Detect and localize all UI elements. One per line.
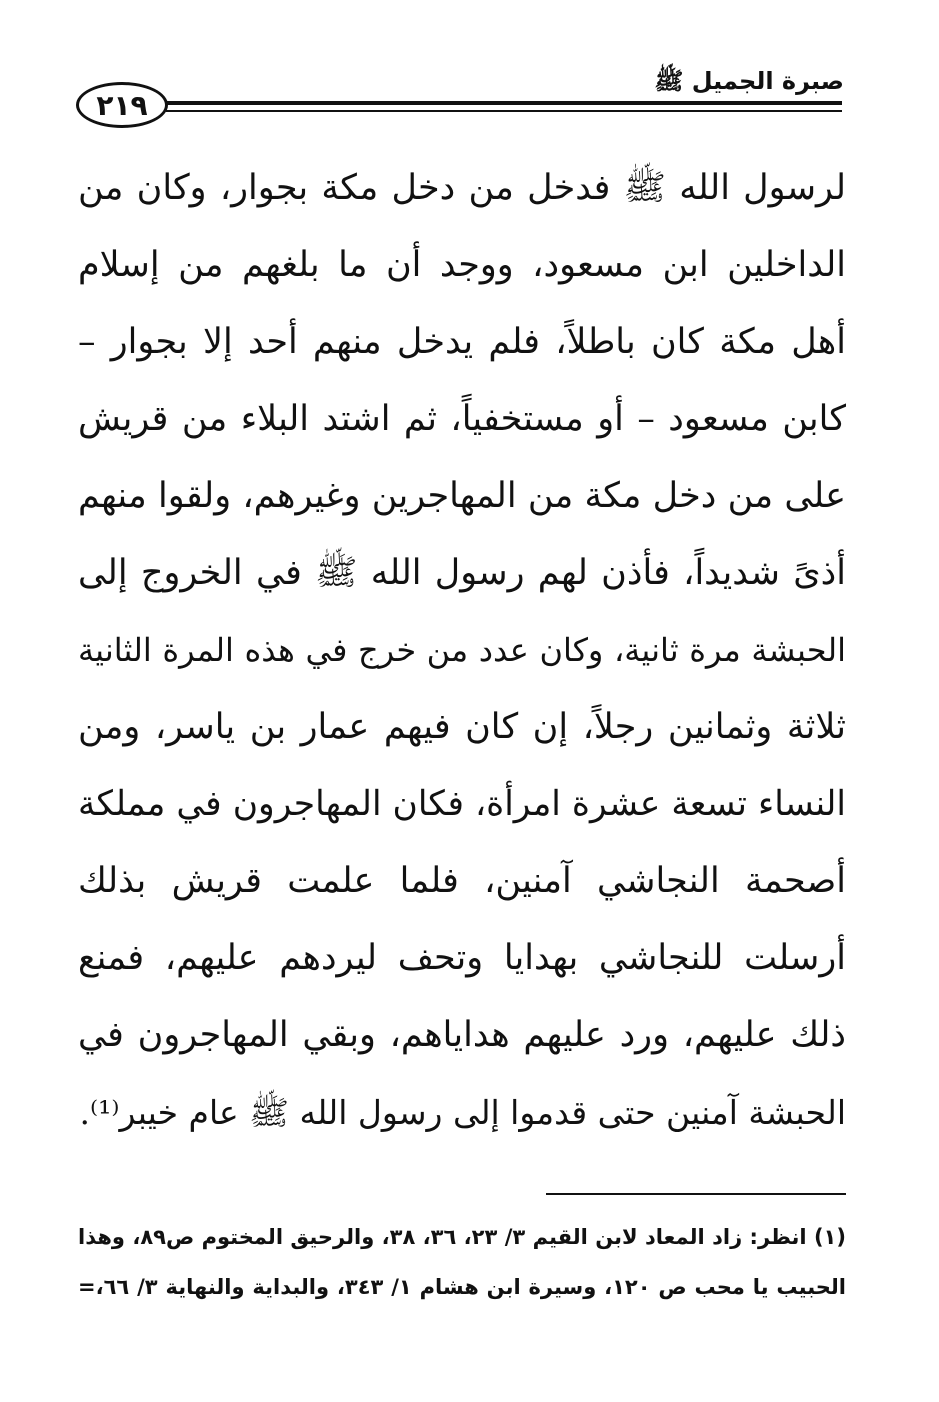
body-line: على من دخل مكة من المهاجرين وغيرهم، ولقوا منهم [78, 476, 846, 516]
footnote-separator [546, 1193, 846, 1195]
body-line: لرسول الله ﷺ فدخل من دخل مكة بجوار، وكان من [78, 168, 846, 208]
body-line: الحبشة آمنين حتى قدموا إلى رسول الله ﷺ عام خيبر⁽¹⁾. [79, 1093, 846, 1132]
page-header [0, 0, 939, 140]
body-line: أرسلت للنجاشي بهدايا وتحف ليردهم عليهم، فمنع [78, 938, 846, 978]
footnote-line: الحبيب يا محب ص ١٢٠، وسيرة ابن هشام ١/ ٣٤٣، والبداية والنهاية ٣/ ٦٦،= [78, 1275, 846, 1299]
body-line: كابن مسعود – أو مستخفياً، ثم اشتد البلاء من قريش [78, 399, 846, 439]
body-line: الداخلين ابن مسعود، ووجد أن ما بلغهم من إسلام [78, 245, 846, 285]
header-rule-thin [166, 110, 842, 112]
body-line: أهل مكة كان باطلاً، فلم يدخل منهم أحد إلا بجوار – [78, 322, 846, 362]
body-text [78, 150, 846, 1151]
body-line: أصحمة النجاشي آمنين، فلما علمت قريش بذلك [78, 861, 846, 901]
running-title: صبرة الجميل ﷺ [654, 67, 844, 95]
page-number: ٢١٩ [76, 82, 168, 128]
body-line: أذىً شديداً، فأذن لهم رسول الله ﷺ في الخروج إلى [78, 553, 846, 593]
body-line: ذلك عليهم، ورد عليهم هداياهم، وبقي المهاجرون في [78, 1015, 846, 1055]
body-line: ثلاثة وثمانين رجلاً، إن كان فيهم عمار بن ياسر، ومن [78, 707, 846, 747]
footnote-line: (١) انظر: زاد المعاد لابن القيم ٣/ ٢٣، ٣٦، ٣٨، والرحيق المختوم ص٨٩، وهذا [78, 1225, 846, 1249]
footnotes [78, 1212, 846, 1312]
body-line: النساء تسعة عشرة امرأة، فكان المهاجرون في مملكة [78, 784, 846, 824]
header-rule [166, 101, 842, 105]
body-line: الحبشة مرة ثانية، وكان عدد من خرج في هذه المرة الثانية [78, 631, 846, 669]
